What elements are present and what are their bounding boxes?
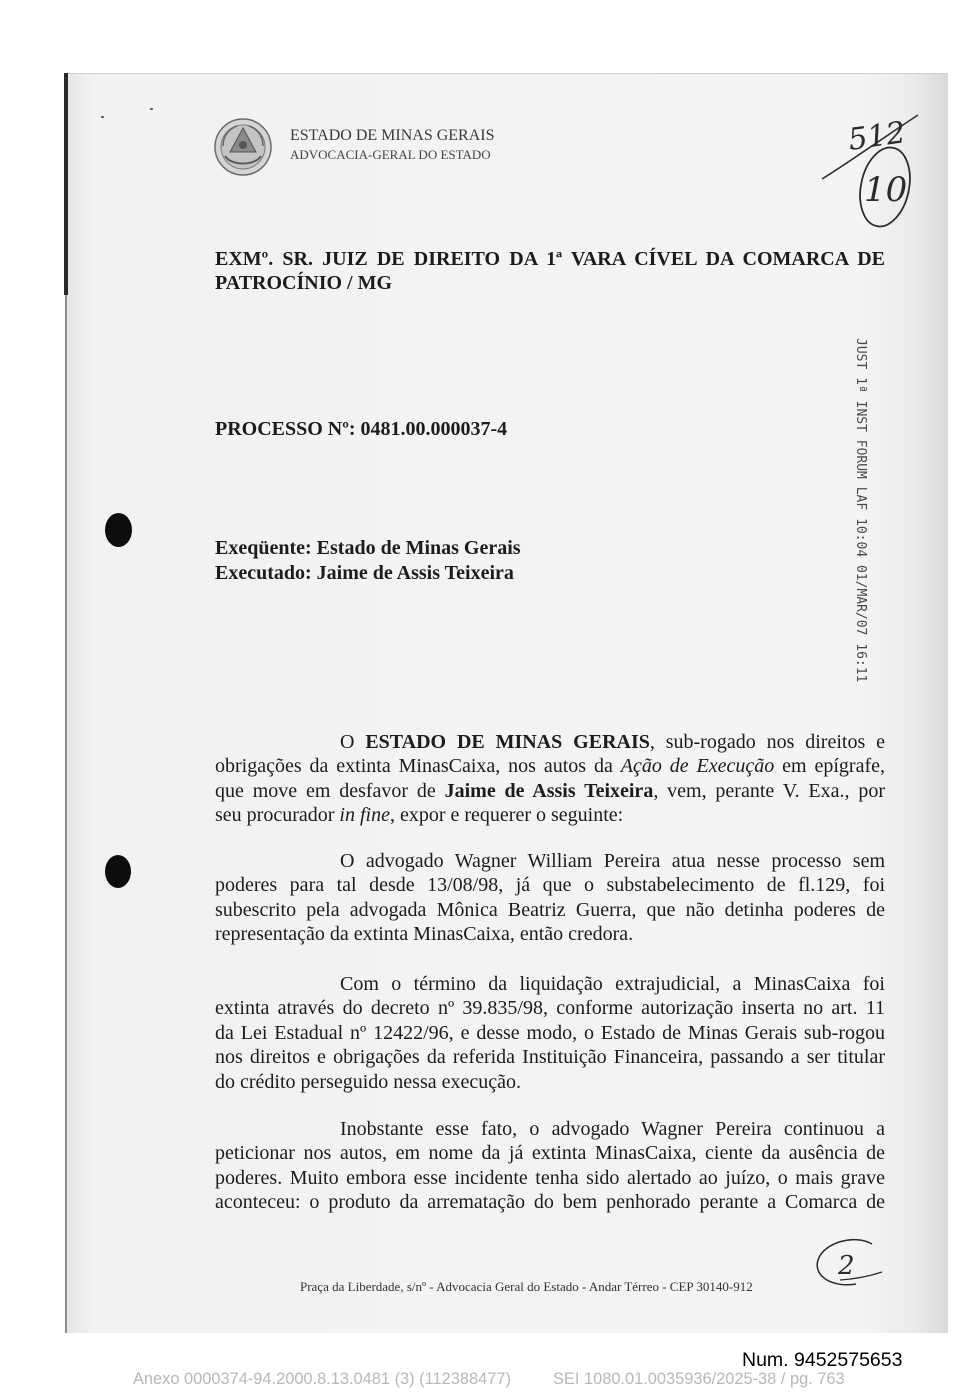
paragraph-line <box>215 730 885 754</box>
paragraph-2 <box>215 849 885 947</box>
text-segment: , vem, perante V. Exa., por <box>653 779 885 802</box>
defendant-line: Executado: Jaime de Assis Teixeira <box>215 562 514 584</box>
paragraph-line: peticionar nos autos, em nome da já extinta MinasCaixa, ciente da ausência de <box>215 1142 885 1165</box>
parties-block <box>215 536 521 586</box>
coat-of-arms-icon <box>213 116 273 178</box>
document-number: Num. 9452575653 <box>742 1349 903 1371</box>
text-segment: , expor e requerer o seguinte: <box>389 804 624 827</box>
process-number: PROCESSO Nº: 0481.00.000037-4 <box>215 418 508 440</box>
scan-speck <box>150 108 153 110</box>
text-segment: O <box>340 731 366 753</box>
addressee-heading <box>215 247 885 295</box>
hole-punch <box>105 855 131 888</box>
handwritten-bottom-number: 2 <box>838 1251 855 1281</box>
text-segment: que move em desfavor de <box>215 779 445 802</box>
department-name: ADVOCACIA-GERAL DO ESTADO <box>290 147 491 162</box>
paragraph-line: da Lei Estadual nº 12422/96, e desse modo, o Estado de Minas Gerais sub-rogou <box>215 1021 885 1044</box>
scan-edge-shadow <box>64 73 68 295</box>
protocol-stamp: JUST 1ª INST FORUM LAF 10:04 01/MAR/07 16:11 <box>853 338 868 683</box>
addressee-line-1: EXMº. SR. JUIZ DE DIREITO DA 1ª VARA CÍVEL DA COMARCA DE <box>215 248 885 270</box>
text-segment: seu procurador <box>215 804 340 827</box>
paragraph-line: O advogado Wagner William Pereira atua nesse processo sem <box>340 850 885 872</box>
paragraph-line: representação da extinta MinasCaixa, então credora. <box>215 923 634 946</box>
paragraph-line: do crédito perseguido nessa execução. <box>215 1070 521 1093</box>
italic-segment: Ação de Execução <box>620 755 775 778</box>
sei-reference: SEI 1080.01.0035936/2025-38 / pg. 763 <box>553 1370 845 1388</box>
scan-speck <box>101 116 104 118</box>
handwritten-circled-number: 10 <box>864 170 908 210</box>
annex-reference: Anexo 0000374-94.2000.8.13.0481 (3) (112388477) <box>133 1370 511 1388</box>
hole-punch <box>105 513 132 547</box>
addressee-line-2: PATROCÍNIO / MG <box>215 272 393 294</box>
paragraph-line: poderes para tal desde 13/08/98, já que o substabelecimento de fl.129, foi <box>215 874 885 897</box>
paragraph-line <box>215 779 885 803</box>
text-segment: em epígrafe, <box>774 755 885 778</box>
handwritten-bottom-mark <box>810 1236 885 1292</box>
letterhead-footer: Praça da Liberdade, s/nº - Advocacia Geral do Estado - Andar Térreo - CEP 30140-912 <box>300 1279 753 1294</box>
paragraph-line: subescrito pela advogada Mônica Beatriz Guerra, que não detinha poderes de <box>215 898 885 921</box>
paragraph-4 <box>215 1117 885 1215</box>
organization-name: ESTADO DE MINAS GERAIS <box>290 127 495 144</box>
paragraph-1 <box>215 730 885 828</box>
bold-segment: ESTADO DE MINAS GERAIS <box>365 731 650 753</box>
paragraph-line: extinta através do decreto nº 39.835/98, conforme autorização inserta no art. 11 <box>215 997 885 1020</box>
bold-segment: Jaime de Assis Teixeira <box>444 779 654 802</box>
handwritten-sheet-number: 512 <box>846 115 908 158</box>
paragraph-line: aconteceu: o produto da arrematação do bem penhorado perante a Comarca de <box>215 1191 885 1214</box>
paragraph-line: poderes. Muito embora esse incidente tenha sido alertado ao juízo, o mais grave <box>215 1166 885 1189</box>
paragraph-3 <box>215 972 885 1094</box>
text-segment: , sub-rogado nos direitos e <box>649 731 885 753</box>
plaintiff-line: Exeqüente: Estado de Minas Gerais <box>215 537 521 559</box>
paragraph-line <box>215 754 885 778</box>
handwritten-page-mark <box>800 95 935 235</box>
paragraph-line: Com o término da liquidação extrajudicial, a MinasCaixa foi <box>340 973 885 995</box>
text-segment: obrigações da extinta MinasCaixa, nos autos da <box>215 755 621 778</box>
italic-segment: in fine <box>339 804 390 827</box>
paragraph-line: nos direitos e obrigações da referida Instituição Financeira, passando a ser titular <box>215 1046 885 1069</box>
paragraph-line <box>215 803 885 827</box>
paragraph-line: Inobstante esse fato, o advogado Wagner Pereira continuou a <box>340 1118 885 1140</box>
